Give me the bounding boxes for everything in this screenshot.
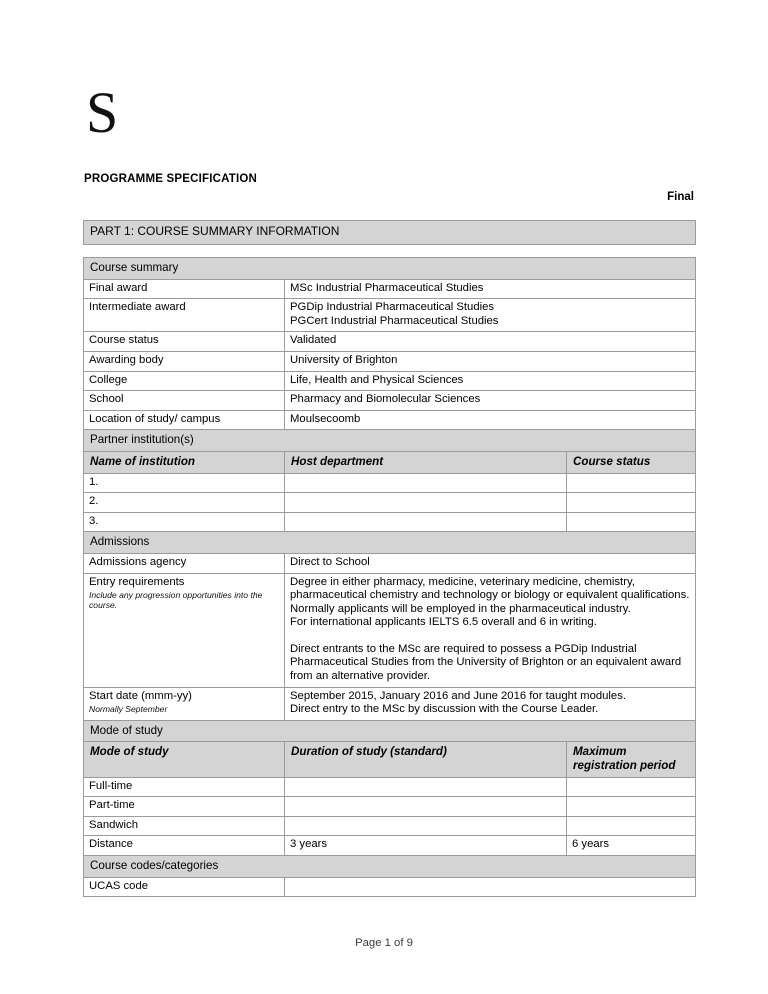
row-value-course-status: Validated [285, 332, 696, 352]
column-header-max-registration: Maximum registration period [567, 742, 696, 777]
start-date-label: Start date (mmm-yy) [89, 689, 192, 702]
table-row [84, 473, 696, 493]
row-value-school: Pharmacy and Biomolecular Sciences [285, 391, 696, 411]
table-row [84, 493, 696, 513]
row-label-awarding-body: Awarding body [84, 351, 285, 371]
table-row [84, 687, 696, 720]
entry-requirements-label: Entry requirements [89, 575, 185, 588]
mode-label: Full-time [84, 777, 285, 797]
table-header-row [84, 742, 696, 777]
page-footer: Page 1 of 9 [355, 937, 413, 949]
row-value-college: Life, Health and Physical Sciences [285, 371, 696, 391]
table-row [84, 816, 696, 836]
mode-label: Sandwich [84, 816, 285, 836]
row-label-college: College [84, 371, 285, 391]
intermediate-award-line-1: PGDip Industrial Pharmaceutical Studies [290, 301, 495, 314]
entry-requirements-paragraph: Degree in either pharmacy, medicine, veterinary medicine, chemistry, pharmaceutical chemistry and technology or biology or equivalent qualifications. Normally applicants will be employed in the pharmaceutical industry. [290, 575, 690, 615]
section-heading-label: Mode of study [84, 720, 696, 742]
part-band-table [83, 220, 696, 245]
table-row [84, 410, 696, 430]
row-value-start-date [285, 687, 696, 720]
table-row [84, 512, 696, 532]
entry-requirements-paragraph: For international applicants IELTS 6.5 overall and 6 in writing. [290, 616, 597, 629]
mode-label: Distance [84, 836, 285, 856]
part-band-label: PART 1: COURSE SUMMARY INFORMATION [84, 221, 696, 245]
section-heading-course-summary [84, 258, 696, 280]
partner-course-status [567, 512, 696, 532]
partner-host-department [285, 493, 567, 513]
table-row [84, 877, 696, 897]
mode-max-period: 6 years [567, 836, 696, 856]
section-heading-label: Course summary [84, 258, 696, 280]
mode-max-period [567, 777, 696, 797]
column-header-mode-of-study: Mode of study [84, 742, 285, 777]
table-row [84, 279, 696, 299]
column-header-host-department: Host department [285, 451, 567, 473]
row-label-entry-requirements [84, 573, 285, 687]
row-label-location: Location of study/ campus [84, 410, 285, 430]
page-title: PROGRAMME SPECIFICATION [84, 173, 258, 185]
mode-duration [285, 816, 567, 836]
table-row [84, 836, 696, 856]
row-label-course-status: Course status [84, 332, 285, 352]
column-header-course-status: Course status [567, 451, 696, 473]
start-date-paragraph: September 2015, January 2016 and June 2016 for taught modules. [290, 689, 627, 702]
section-heading-label: Course codes/categories [84, 856, 696, 878]
table-row [84, 221, 696, 245]
course-summary-table [83, 257, 696, 897]
table-row [84, 299, 696, 332]
row-label-school: School [84, 391, 285, 411]
row-value-location: Moulsecoomb [285, 410, 696, 430]
row-label-final-award: Final award [84, 279, 285, 299]
partner-host-department [285, 512, 567, 532]
spacer-line [290, 630, 690, 643]
partner-index: 3. [84, 512, 285, 532]
section-heading-partner-institutions [84, 430, 696, 452]
mode-label: Part-time [84, 797, 285, 817]
table-row [84, 797, 696, 817]
row-label-intermediate-award: Intermediate award [84, 299, 285, 332]
table-row [84, 351, 696, 371]
table-row [84, 332, 696, 352]
entry-requirements-note: Include any progression opportunities into the course. [89, 590, 263, 611]
column-header-name-of-institution: Name of institution [84, 451, 285, 473]
mode-duration: 3 years [285, 836, 567, 856]
table-row [84, 777, 696, 797]
start-date-paragraph: Direct entry to the MSc by discussion with the Course Leader. [290, 703, 599, 716]
mode-max-period [567, 816, 696, 836]
row-value-entry-requirements [285, 573, 696, 687]
partner-index: 2. [84, 493, 285, 513]
row-value-awarding-body: University of Brighton [285, 351, 696, 371]
row-value-ucas-code [285, 877, 696, 897]
section-heading-admissions [84, 532, 696, 554]
row-value-intermediate-award [285, 299, 696, 332]
logo-letter: S [86, 80, 119, 145]
university-logo [86, 80, 119, 145]
status-badge: Final [667, 191, 694, 203]
row-value-admissions-agency: Direct to School [285, 553, 696, 573]
mode-duration [285, 777, 567, 797]
table-row [84, 553, 696, 573]
table-row [84, 371, 696, 391]
section-heading-label: Partner institution(s) [84, 430, 696, 452]
section-heading-course-codes [84, 856, 696, 878]
section-heading-mode-of-study [84, 720, 696, 742]
row-label-start-date [84, 687, 285, 720]
mode-max-period [567, 797, 696, 817]
partner-host-department [285, 473, 567, 493]
column-header-duration: Duration of study (standard) [285, 742, 567, 777]
mode-duration [285, 797, 567, 817]
entry-requirements-paragraph: Direct entrants to the MSc are required to possess a PGDip Industrial Pharmaceutical Studies from the University of Brighton or an equivalent award from an alternative provider. [290, 642, 682, 683]
partner-index: 1. [84, 473, 285, 493]
intermediate-award-line-2: PGCert Industrial Pharmaceutical Studies [290, 314, 499, 327]
start-date-note: Normally September [89, 704, 168, 715]
partner-course-status [567, 473, 696, 493]
row-value-final-award: MSc Industrial Pharmaceutical Studies [285, 279, 696, 299]
section-heading-label: Admissions [84, 532, 696, 554]
table-row [84, 573, 696, 687]
row-label-admissions-agency: Admissions agency [84, 553, 285, 573]
table-header-row [84, 451, 696, 473]
row-label-ucas-code: UCAS code [84, 877, 285, 897]
partner-course-status [567, 493, 696, 513]
table-row [84, 391, 696, 411]
